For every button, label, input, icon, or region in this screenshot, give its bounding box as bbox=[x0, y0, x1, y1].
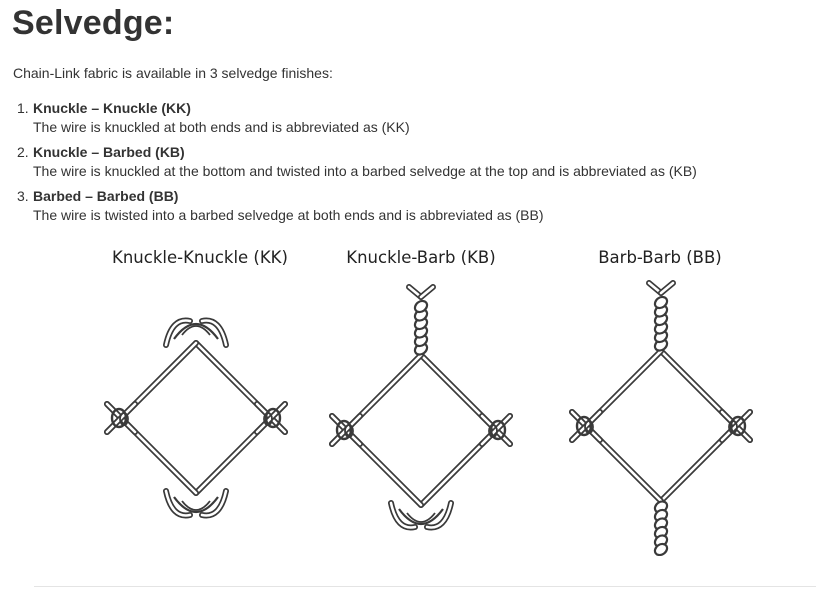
list-number: 3. bbox=[17, 188, 29, 204]
diagram-title: Knuckle-Barb (KB) bbox=[346, 248, 496, 267]
side-twist bbox=[107, 404, 135, 432]
finish-description: The wire is twisted into a barbed selvedge at both ends and is abbreviated as (BB) bbox=[33, 207, 544, 223]
finish-title: Barbed – Barbed (BB) bbox=[33, 188, 179, 204]
side-twist bbox=[722, 412, 750, 440]
list-item bbox=[13, 99, 793, 137]
finish-description: The wire is knuckled at the bottom and twisted into a barbed selvedge at the top and is abbreviated as (KB) bbox=[33, 163, 697, 179]
side-twist bbox=[482, 416, 510, 444]
list-number: 2. bbox=[17, 144, 29, 160]
diagram-title: Knuckle-Knuckle (KK) bbox=[112, 248, 288, 267]
finish-description: The wire is knuckled at both ends and is abbreviated as (KK) bbox=[33, 119, 410, 135]
diamond-mesh bbox=[572, 351, 750, 501]
diagram-title: Barb-Barb (BB) bbox=[598, 248, 722, 267]
side-twist bbox=[332, 416, 360, 444]
diamond-mesh bbox=[332, 355, 510, 505]
selvedge-diagram bbox=[572, 248, 750, 556]
side-twist bbox=[572, 412, 600, 440]
side-twist bbox=[257, 404, 285, 432]
selvedge-diagram bbox=[107, 248, 288, 516]
intro-text: Chain-Link fabric is available in 3 selvedge finishes: bbox=[13, 65, 333, 81]
selvedge-diagram bbox=[332, 248, 510, 528]
selvedge-finish-list bbox=[13, 99, 793, 231]
barb-twist bbox=[649, 283, 673, 353]
selvedge-diagrams bbox=[0, 236, 816, 556]
list-item bbox=[13, 187, 793, 225]
finish-title: Knuckle – Knuckle (KK) bbox=[33, 100, 191, 116]
barb-twist bbox=[409, 287, 433, 357]
divider bbox=[34, 586, 816, 587]
barb-twist bbox=[649, 499, 673, 556]
list-number: 1. bbox=[17, 100, 29, 116]
page-title: Selvedge: bbox=[12, 4, 175, 42]
selvedge-diagram-figure bbox=[0, 236, 816, 556]
finish-title: Knuckle – Barbed (KB) bbox=[33, 144, 185, 160]
diamond-mesh bbox=[107, 343, 285, 493]
list-item bbox=[13, 143, 793, 181]
